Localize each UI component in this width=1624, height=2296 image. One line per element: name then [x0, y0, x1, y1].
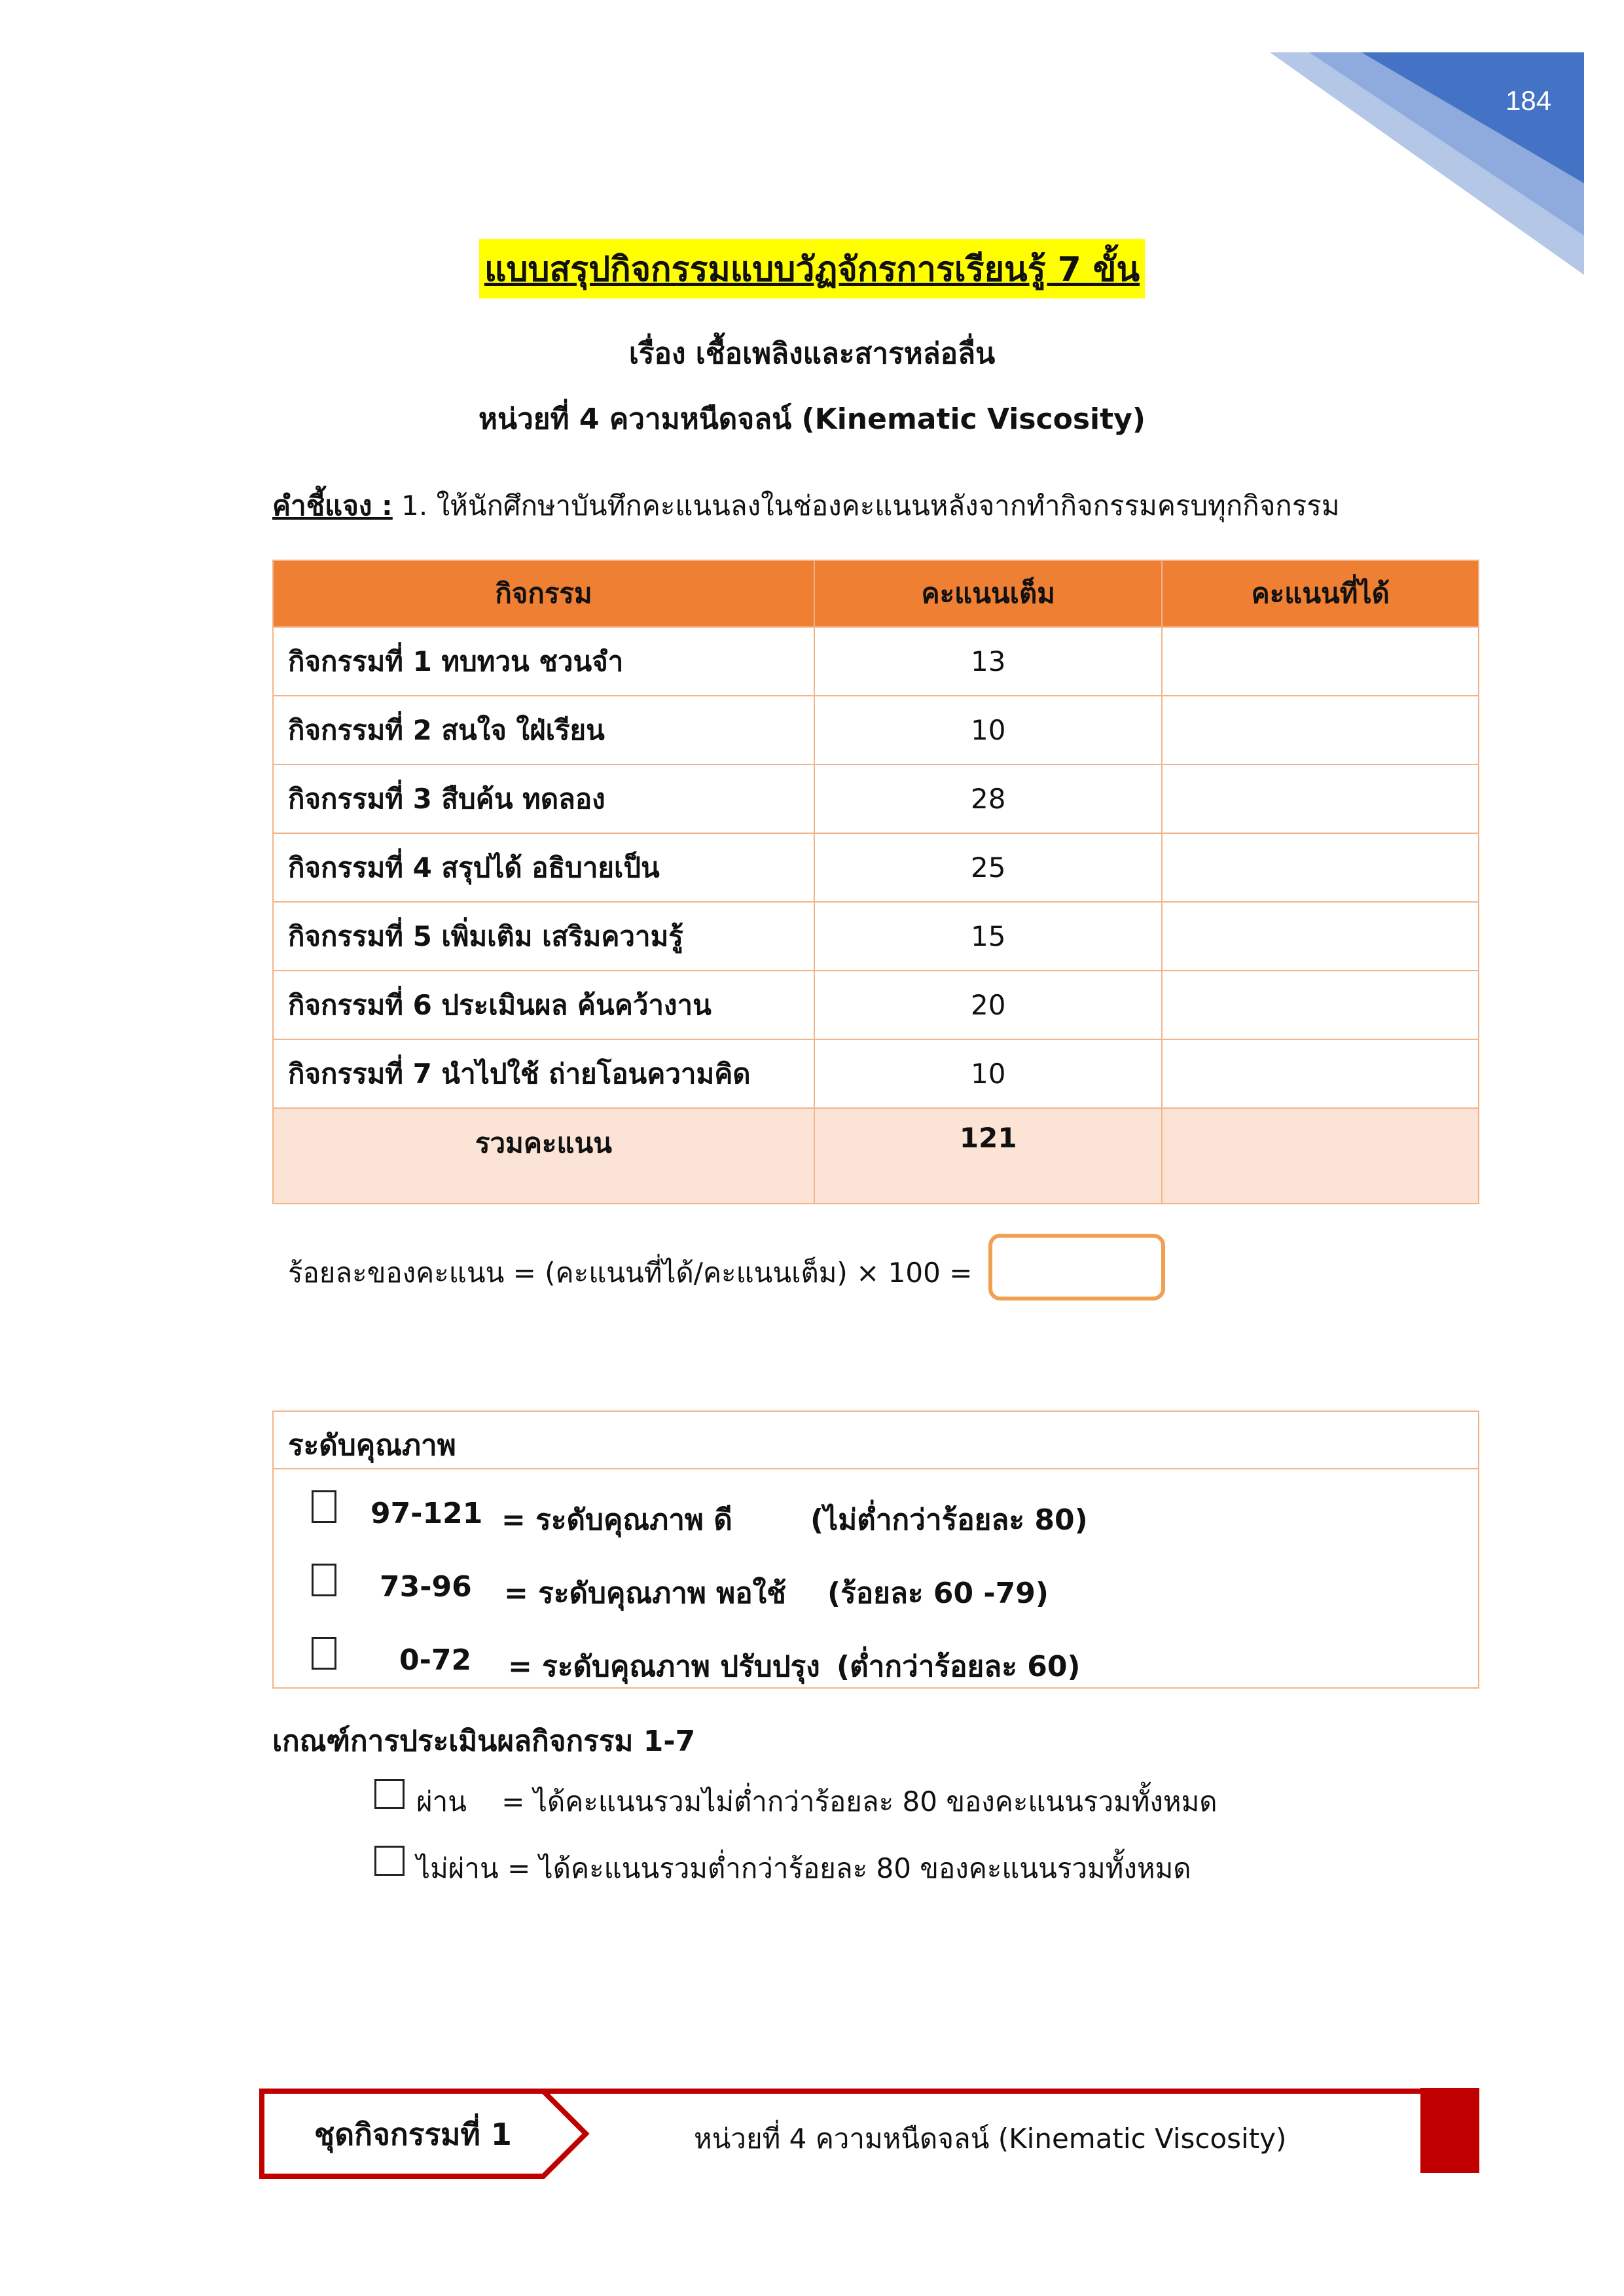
table-row [273, 1039, 1479, 1108]
full-score-cell: 13 [814, 627, 1162, 696]
percent-formula: ร้อยละของคะแนน = (คะแนนที่ได้/คะแนนเต็ม) × 100 = [288, 1257, 973, 1289]
subtitle-unit: หน่วยที่ 4 ความหนืดจลน์ (Kinematic Viscosity) [478, 403, 1146, 436]
total-full-score: 121 [814, 1108, 1162, 1204]
level-note: (ร้อยละ 60 -79) [827, 1577, 1049, 1610]
activity-cell: กิจกรรมที่ 5 เพิ่มเติม เสริมความรู้ [273, 902, 814, 971]
full-score-cell: 20 [814, 971, 1162, 1039]
activity-cell: กิจกรรมที่ 3 สืบค้น ทดลอง [273, 764, 814, 833]
activity-cell: กิจกรรมที่ 1 ทบทวน ชวนจำ [273, 627, 814, 696]
level-desc: = ระดับคุณภาพ พอใช้ [504, 1577, 787, 1610]
table-row [273, 971, 1479, 1039]
activity-cell: กิจกรรมที่ 4 สรุปได้ อธิบายเป็น [273, 833, 814, 902]
table-row [273, 764, 1479, 833]
page-title: แบบสรุปกิจกรรมแบบวัฏจักรการเรียนรู้ 7 ขั้น [479, 239, 1145, 298]
checkbox-level-fair[interactable] [312, 1564, 336, 1596]
header-full-score: คะแนนเต็ม [814, 560, 1162, 627]
instruction-label: คำชี้แจง : [272, 490, 393, 522]
header-activity: กิจกรรม [273, 560, 814, 627]
quality-heading: ระดับคุณภาพ [274, 1412, 1478, 1469]
percent-answer-box[interactable] [988, 1234, 1165, 1300]
earned-score-cell[interactable] [1162, 627, 1479, 696]
table-header-row [273, 560, 1479, 627]
table-row [273, 902, 1479, 971]
table-row [273, 696, 1479, 764]
activity-cell: กิจกรรมที่ 6 ประเมินผล ค้นคว้างาน [273, 971, 814, 1039]
criteria-fail: ไม่ผ่าน = ได้คะแนนรวมต่ำกว่าร้อยละ 80 ของคะแนนรวมทั้งหมด [416, 1852, 1191, 1884]
earned-score-cell[interactable] [1162, 971, 1479, 1039]
header-earned-score: คะแนนที่ได้ [1162, 560, 1479, 627]
instruction [272, 484, 1340, 528]
criteria-heading: เกณฑ์การประเมินผลกิจกรรม 1-7 [272, 1725, 696, 1758]
subtitle-topic: เรื่อง เชื้อเพลิงและสารหล่อลื่น [628, 337, 996, 370]
total-earned-score[interactable] [1162, 1108, 1479, 1204]
checkbox-fail[interactable] [374, 1846, 405, 1876]
activity-cell: กิจกรรมที่ 7 นำไปใช้ ถ่ายโอนความคิด [273, 1039, 814, 1108]
quality-level-box [272, 1410, 1479, 1689]
full-score-cell: 10 [814, 696, 1162, 764]
level-desc: = ระดับคุณภาพ ดี [501, 1503, 732, 1537]
criteria-pass: ผ่าน = ได้คะแนนรวมไม่ต่ำกว่าร้อยละ 80 ของคะแนนรวมทั้งหมด [416, 1785, 1218, 1818]
table-row [273, 627, 1479, 696]
earned-score-cell[interactable] [1162, 833, 1479, 902]
title-wrap [0, 239, 1624, 298]
full-score-cell: 25 [814, 833, 1162, 902]
earned-score-cell[interactable] [1162, 764, 1479, 833]
level-range: 97-121 [370, 1497, 483, 1530]
earned-score-cell[interactable] [1162, 696, 1479, 764]
earned-score-cell[interactable] [1162, 1039, 1479, 1108]
activity-cell: กิจกรรมที่ 2 สนใจ ใฝ่เรียน [273, 696, 814, 764]
total-row [273, 1108, 1479, 1204]
full-score-cell: 28 [814, 764, 1162, 833]
checkbox-level-good[interactable] [312, 1490, 336, 1523]
footer-unit-text: หน่วยที่ 4 ความหนืดจลน์ (Kinematic Viscosity) [694, 2123, 1287, 2155]
earned-score-cell[interactable] [1162, 902, 1479, 971]
checkbox-level-improve[interactable] [312, 1637, 336, 1670]
full-score-cell: 10 [814, 1039, 1162, 1108]
page-number: 184 [1506, 85, 1552, 116]
level-range: 73-96 [380, 1570, 472, 1604]
full-score-cell: 15 [814, 902, 1162, 971]
score-table [272, 560, 1479, 1204]
table-row [273, 833, 1479, 902]
checkbox-pass[interactable] [374, 1779, 405, 1809]
total-label: รวมคะแนน [273, 1108, 814, 1204]
instruction-text: 1. ให้นักศึกษาบันทึกคะแนนลงในช่องคะแนนหลังจากทำกิจกรรมครบทุกกิจกรรม [392, 490, 1340, 522]
footer-activity-set: ชุดกิจกรรมที่ 1 [314, 2117, 512, 2152]
level-desc: = ระดับคุณภาพ ปรับปรุง [508, 1650, 820, 1683]
level-note: (ต่ำกว่าร้อยละ 60) [837, 1650, 1081, 1683]
level-range: 0-72 [399, 1643, 472, 1677]
level-note: (ไม่ต่ำกว่าร้อยละ 80) [810, 1503, 1088, 1537]
